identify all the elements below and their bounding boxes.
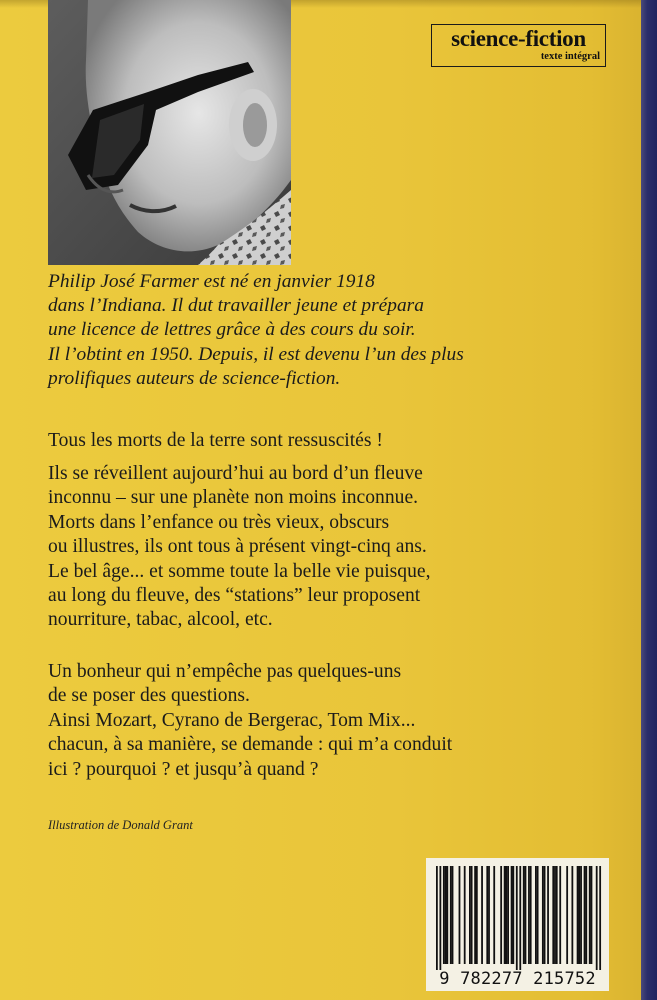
barcode-bar: [584, 866, 586, 964]
barcode-bar: [580, 866, 582, 964]
barcode-bar: [450, 866, 452, 964]
barcode-bar: [535, 866, 537, 964]
barcode-bar: [537, 866, 539, 964]
barcode-bar: [599, 866, 601, 970]
barcode-bar: [493, 866, 495, 964]
blurb-line: Le bel âge... et somme toute la belle vie puisque,: [48, 560, 431, 582]
blurb-line: de se poser des questions.: [48, 685, 250, 707]
barcode-bar: [516, 866, 518, 970]
barcode-bar: [519, 866, 521, 970]
barcode-bar: [577, 866, 579, 964]
blurb-line: ici ? pourquoi ? et jusqu’à quand ?: [48, 758, 319, 780]
barcode-bar: [439, 866, 441, 970]
bio-line: dans l’Indiana. Il dut travailler jeune et prépara: [48, 295, 424, 317]
barcode-bar: [445, 866, 447, 964]
barcode-bar: [559, 866, 561, 964]
blurb-line: Morts dans l’enfance ou très vieux, obscurs: [48, 511, 390, 533]
barcode-bar: [459, 866, 461, 964]
illustration-credit: Illustration de Donald Grant: [48, 818, 193, 832]
bio-line: Il l’obtint en 1950. Depuis, il est devenu l’un des plus: [48, 343, 464, 365]
barcode-bars: [426, 858, 609, 970]
barcode-bar: [471, 866, 473, 964]
spine-edge: [641, 0, 657, 1000]
author-biography: [48, 270, 618, 391]
bio-line: une licence de lettres grâce à des cours du soir.: [48, 319, 416, 341]
barcode-bar: [556, 866, 558, 964]
isbn-number: 9 782277 215752: [439, 969, 596, 989]
blurb-line: au long du fleuve, des “stations” leur proposent: [48, 585, 421, 607]
barcode-bar: [469, 866, 471, 964]
blurb-line: ou illustres, ils ont tous à présent vingt-cinq ans.: [48, 536, 427, 558]
blurb-line: nourriture, tabac, alcool, etc.: [48, 609, 273, 631]
barcode-bar: [512, 866, 514, 964]
barcode-bar: [525, 866, 527, 964]
barcode-bar: [507, 866, 509, 964]
author-photo: [48, 0, 291, 265]
barcode-bar: [474, 866, 476, 964]
blurb-paragraph-3: [48, 660, 628, 782]
barcode-bar: [530, 866, 532, 964]
series-label-box: [431, 24, 606, 67]
blurb-line: inconnu – sur une planète non moins inconnue.: [48, 487, 419, 509]
barcode-bar: [585, 866, 587, 964]
barcode-bar: [591, 866, 593, 964]
barcode-bar: [500, 866, 502, 964]
blurb-line: Ainsi Mozart, Cyrano de Bergerac, Tom Mix...: [48, 709, 416, 731]
barcode-bar: [547, 866, 549, 964]
barcode-bar: [476, 866, 478, 964]
barcode-bar: [443, 866, 445, 964]
blurb-line: chacun, à sa manière, se demande : qui m’a conduit: [48, 734, 453, 756]
series-subtitle: texte intégral: [540, 51, 600, 62]
barcode-bar: [571, 866, 573, 964]
barcode-bar: [505, 866, 507, 964]
barcode-bar: [523, 866, 525, 964]
barcode-bar: [486, 866, 488, 964]
barcode-bar: [446, 866, 448, 964]
barcode-bar: [452, 866, 454, 964]
series-title: science-fiction: [451, 26, 586, 51]
barcode-bar: [566, 866, 568, 964]
barcode-bar: [481, 866, 483, 964]
bio-line: prolifiques auteurs de science-fiction.: [48, 367, 341, 389]
barcode-bar: [436, 866, 438, 970]
barcode-bar: [544, 866, 546, 964]
barcode-bar: [554, 866, 556, 964]
barcode-bar: [578, 866, 580, 964]
barcode-bar: [528, 866, 530, 964]
barcode-bar: [504, 866, 506, 964]
barcode-bar: [542, 866, 544, 964]
isbn-barcode: [426, 858, 609, 991]
blurb-line: Un bonheur qui n’empêche pas quelques-uns: [48, 661, 402, 682]
author-portrait-image: [48, 0, 291, 265]
bio-line: Philip José Farmer est né en janvier 1918: [48, 271, 375, 292]
blurb-line: Ils se réveillent aujourd’hui au bord d’un fleuve: [48, 463, 423, 484]
barcode-bar: [552, 866, 554, 964]
barcode-bar: [464, 866, 466, 964]
barcode-bar: [596, 866, 598, 970]
barcode-bar: [589, 866, 591, 964]
barcode-bar: [511, 866, 513, 964]
blurb-paragraph-1: [48, 429, 628, 453]
blurb-paragraph-2: [48, 462, 628, 633]
blurb-line: Tous les morts de la terre sont ressuscités !: [48, 430, 383, 451]
barcode-bar: [488, 866, 490, 964]
